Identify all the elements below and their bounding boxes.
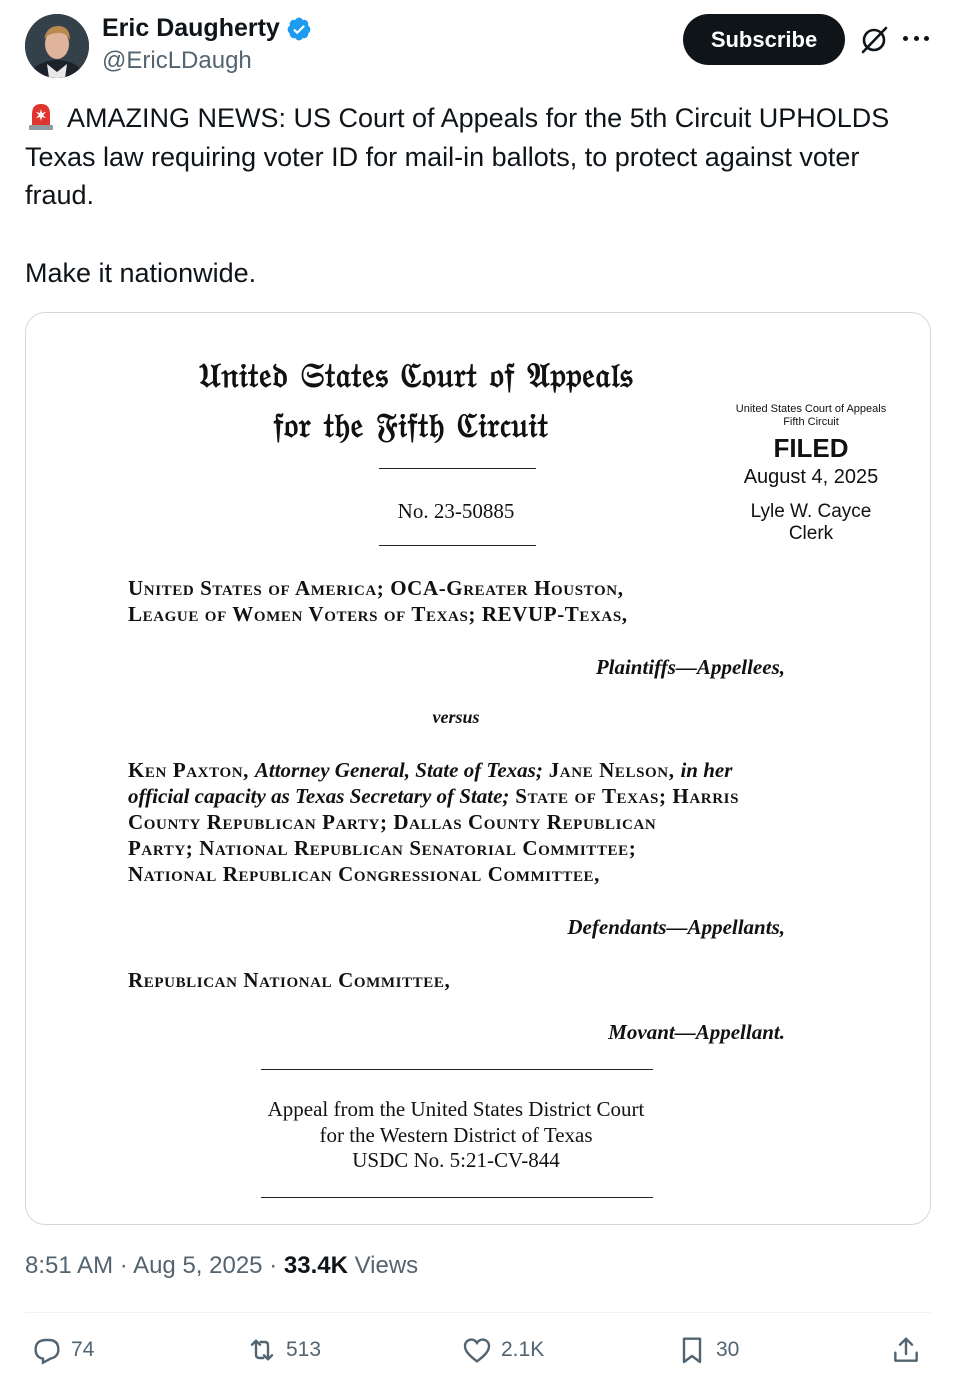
- tweet-line-2: Make it nationwide.: [25, 257, 257, 288]
- movant-role: Movant—Appellant.: [608, 1020, 785, 1044]
- bookmark-icon: [676, 1334, 708, 1366]
- views-count: 33.4K: [283, 1252, 348, 1279]
- repost-icon: [246, 1334, 278, 1366]
- subscribe-button[interactable]: Subscribe: [683, 14, 845, 65]
- heart-icon: [461, 1334, 493, 1366]
- reply-icon: [31, 1334, 63, 1366]
- author-handle[interactable]: @EricLDaugh: [102, 47, 252, 74]
- defendants-line-5: National Republican Congressional Committee,: [128, 862, 601, 886]
- stamp-clerk-name: Lyle W. Cayce: [750, 501, 872, 522]
- attached-document-image[interactable]: [25, 312, 931, 1225]
- avatar[interactable]: [25, 14, 89, 78]
- verified-badge-icon: [286, 16, 312, 42]
- appeal-line-3: USDC No. 5:21-CV-844: [352, 1148, 560, 1172]
- author-name[interactable]: Eric Daugherty: [102, 14, 280, 42]
- stamp-circuit: Fifth Circuit: [783, 416, 839, 428]
- defendants-line-4: Party; National Republican Senatorial Committee;: [128, 836, 637, 860]
- author-name-row[interactable]: [102, 14, 312, 43]
- stamp-court: United States Court of Appeals: [735, 403, 887, 415]
- stamp-clerk-title: Clerk: [788, 523, 834, 544]
- repost-button[interactable]: [246, 1333, 321, 1367]
- rule-appeal-bottom: [261, 1197, 653, 1198]
- divider: [25, 1312, 931, 1313]
- filed-stamp: [721, 403, 901, 545]
- defendants-line-3: County Republican Party; Dallas County Republican: [128, 810, 657, 834]
- views-label: Views: [354, 1252, 419, 1279]
- court-title: [126, 351, 786, 451]
- tweet-meta: 8:51 AM · Aug 5, 2025 · 33.4K Views: [25, 1252, 419, 1279]
- more-icon[interactable]: [903, 36, 929, 44]
- rule-appeal-top: [261, 1069, 653, 1070]
- rule-case: [379, 545, 536, 546]
- plaintiffs-line-1: United States of America; OCA-Greater Houston,: [128, 576, 624, 600]
- plaintiffs-role: Plaintiffs—Appellees,: [595, 655, 785, 679]
- tweet-text: [25, 99, 925, 292]
- share-icon: [890, 1334, 922, 1366]
- rule-top: [379, 468, 536, 469]
- tweet-time[interactable]: 8:51 AM: [25, 1252, 114, 1279]
- court-title-line-2: 𝔣𝔬𝔯 𝔱𝔥𝔢 𝔉𝔦𝔣𝔱𝔥 ℭ𝔦𝔯𝔠𝔲𝔦𝔱: [273, 406, 549, 446]
- appeal-line-1: Appeal from the United States District Court: [267, 1097, 645, 1121]
- stamp-date: August 4, 2025: [743, 466, 879, 488]
- bookmark-count: 30: [716, 1338, 740, 1361]
- siren-emoji-icon: [25, 100, 57, 132]
- reply-count: 74: [71, 1338, 95, 1361]
- defendants-line-1: Ken Paxton, Attorney General, State of Texas; Jane Nelson, in her: [128, 758, 733, 782]
- case-number: No. 23-50885: [397, 499, 515, 523]
- defendants-line-2: official capacity as Texas Secretary of State; State of Texas; Harris: [128, 784, 740, 808]
- bookmark-button[interactable]: [676, 1333, 739, 1367]
- plaintiffs-line-2: League of Women Voters of Texas; REVUP-Texas,: [128, 602, 628, 626]
- appeal-line-2: for the Western District of Texas: [319, 1122, 593, 1147]
- reply-button[interactable]: [31, 1333, 94, 1367]
- tweet-line-1: AMAZING NEWS: US Court of Appeals for the 5th Circuit UPHOLDS Texas law requiring voter ID for mail-in ballots, to protect against voter fraud.: [25, 103, 890, 210]
- court-title-line-1: 𝔘𝔫𝔦𝔱𝔢𝔡 𝔖𝔱𝔞𝔱𝔢𝔰 ℭ𝔬𝔲𝔯𝔱 𝔬𝔣 𝔄𝔭𝔭𝔢𝔞𝔩𝔰: [198, 356, 634, 396]
- movant: Republican National Committee,: [128, 968, 451, 992]
- versus: versus: [432, 707, 480, 727]
- grok-icon[interactable]: [858, 24, 890, 56]
- defendants-role: Defendants—Appellants,: [567, 915, 785, 939]
- stamp-filed: FILED: [773, 433, 849, 463]
- like-count: 2.1K: [501, 1338, 545, 1361]
- repost-count: 513: [286, 1338, 322, 1361]
- like-button[interactable]: [461, 1333, 544, 1367]
- share-button[interactable]: [890, 1333, 922, 1367]
- tweet-date[interactable]: Aug 5, 2025: [133, 1252, 263, 1279]
- appeal-block: [226, 1097, 686, 1174]
